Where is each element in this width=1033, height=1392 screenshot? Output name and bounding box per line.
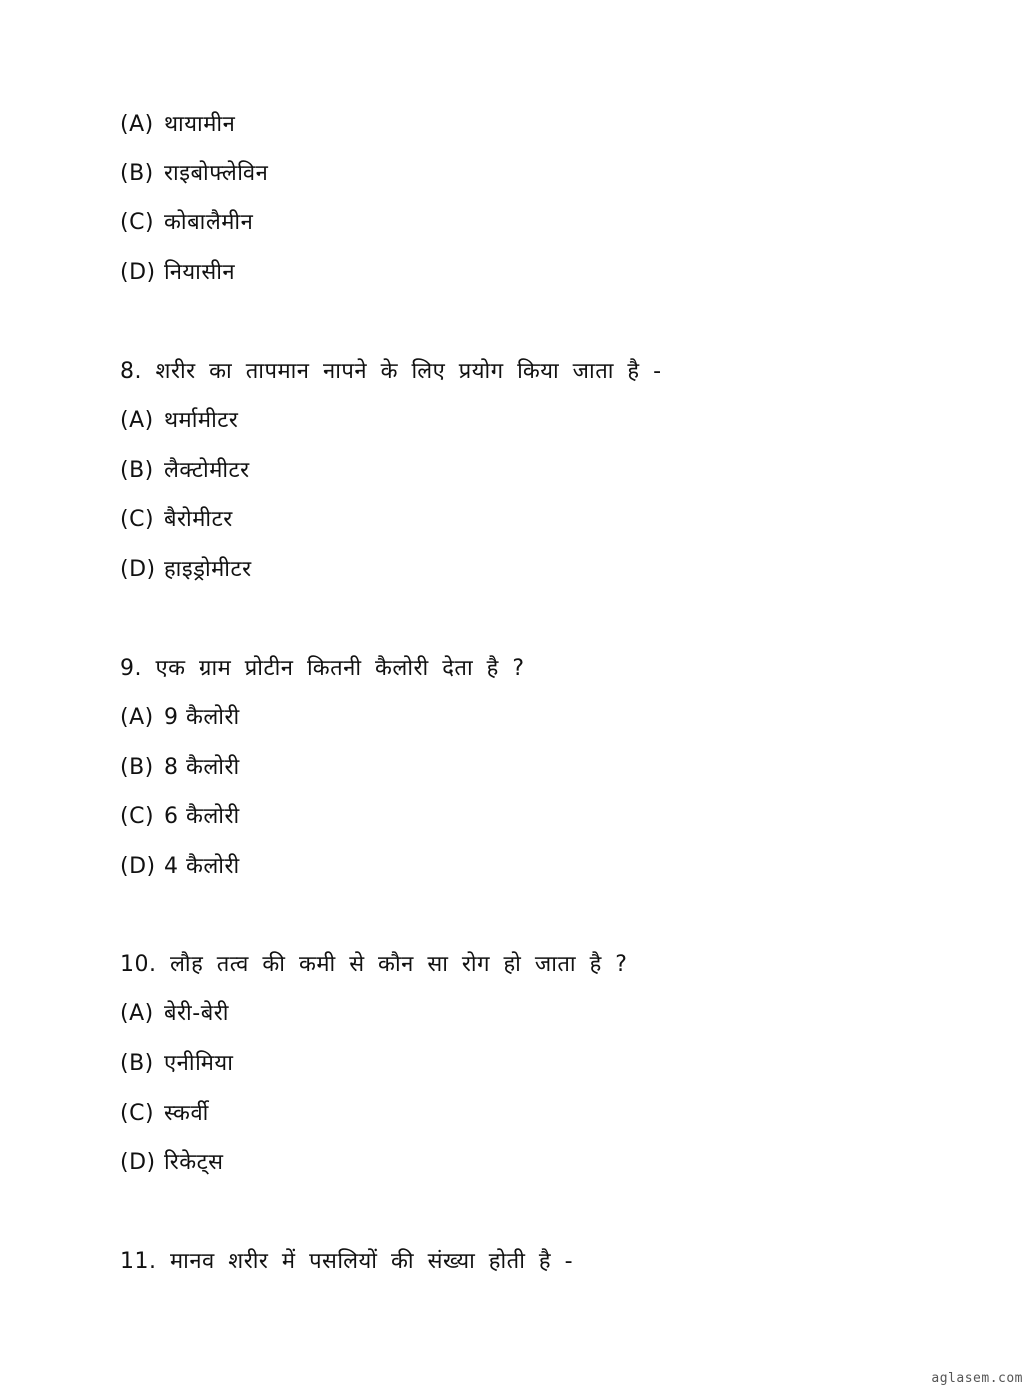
q8-option-d: [120, 555, 252, 585]
option-label: (B): [120, 1051, 154, 1076]
option-label: (C): [120, 507, 155, 532]
q9-option-c: [120, 802, 240, 832]
option-text: 8 कैलोरी: [164, 755, 240, 780]
q9-option-b: [120, 753, 240, 783]
option-label: (C): [120, 210, 155, 235]
q10-option-a: [120, 999, 229, 1029]
option-text: 6 कैलोरी: [164, 804, 240, 829]
q8-option-a: [120, 406, 238, 436]
option-label: (D): [120, 557, 156, 582]
q7-option-a: [120, 110, 235, 140]
watermark: aglasem.com: [931, 1371, 1023, 1386]
q9-option-a: [120, 703, 240, 733]
option-label: (B): [120, 458, 154, 483]
option-text: एनीमिया: [164, 1051, 234, 1076]
q10-option-c: [120, 1099, 209, 1129]
q8-question: 8. शरीर का तापमान नापने के लिए प्रयोग किया जाता है -: [120, 359, 662, 384]
q10-option-d: [120, 1148, 224, 1178]
q7-option-b: [120, 159, 268, 189]
option-label: (A): [120, 705, 154, 730]
option-text: बैरोमीटर: [164, 507, 233, 532]
option-label: (A): [120, 408, 154, 433]
option-label: (B): [120, 755, 154, 780]
option-text: रिकेट्स: [164, 1150, 224, 1175]
q7-option-d: [120, 258, 235, 288]
q7-option-c: [120, 208, 253, 238]
option-label: (C): [120, 1101, 155, 1126]
option-text: लैक्टोमीटर: [164, 458, 250, 483]
q10-question: 10. लौह तत्व की कमी से कौन सा रोग हो जाता है ?: [120, 952, 628, 977]
q8-option-b: [120, 456, 250, 486]
option-label: (D): [120, 854, 156, 879]
option-text: थायामीन: [164, 112, 236, 137]
q10-option-b: [120, 1049, 233, 1079]
option-label: (A): [120, 1001, 154, 1026]
q11-question: 11. मानव शरीर में पसलियों की संख्या होती है -: [120, 1249, 574, 1274]
q9-question: 9. एक ग्राम प्रोटीन कितनी कैलोरी देता है ?: [120, 656, 525, 681]
option-label: (D): [120, 1150, 156, 1175]
option-label: (C): [120, 804, 155, 829]
q9-option-d: [120, 852, 240, 882]
option-text: स्कर्वी: [164, 1101, 209, 1126]
option-text: राइबोफ्लेविन: [164, 161, 269, 186]
option-text: हाइड्रोमीटर: [164, 557, 252, 582]
option-text: कोबालैमीन: [164, 210, 254, 235]
option-text: बेरी-बेरी: [164, 1001, 229, 1026]
option-text: थर्मामीटर: [164, 408, 239, 433]
option-text: नियासीन: [164, 260, 236, 285]
option-label: (D): [120, 260, 156, 285]
q8-option-c: [120, 505, 233, 535]
option-text: 9 कैलोरी: [164, 705, 240, 730]
option-label: (A): [120, 112, 154, 137]
option-label: (B): [120, 161, 154, 186]
option-text: 4 कैलोरी: [164, 854, 240, 879]
